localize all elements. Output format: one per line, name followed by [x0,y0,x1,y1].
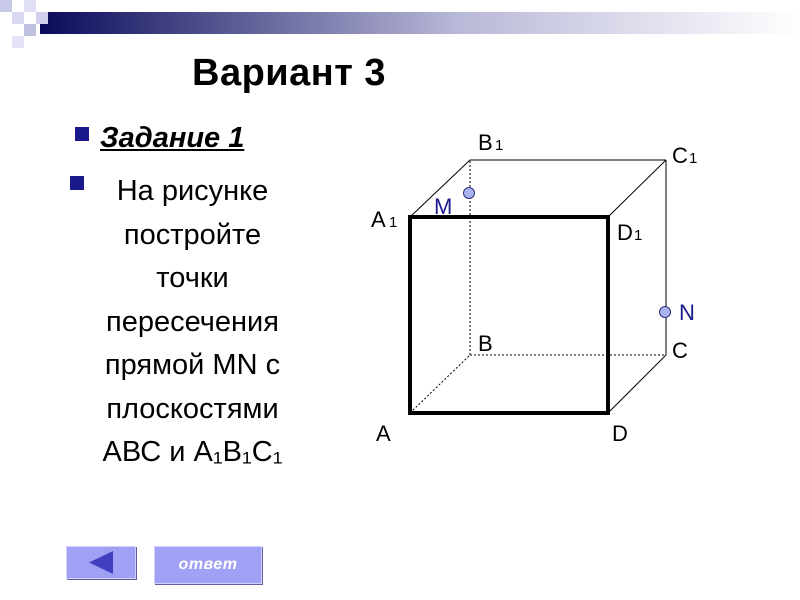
answer-button-label: ответ [178,556,238,573]
answer-button[interactable] [154,546,262,584]
point-label-M: M [434,194,453,219]
edge-DC [608,355,666,413]
vertex-label-D1: D [617,220,633,245]
task-heading: Задание 1 [100,122,245,154]
edge-AB [410,355,470,413]
back-button[interactable] [66,546,136,579]
task-text-line: прямой MN с [104,349,281,381]
task-text-line: пересечения [106,305,279,338]
back-arrow-icon [67,547,135,578]
vertex-label-B1: B [478,130,493,155]
vertex-label-D: D [612,421,628,446]
task-text-line: плоскостями [106,392,279,425]
vertex-label-B: B [478,331,493,356]
point-label-N: N [679,300,695,325]
task-text-line: постройте [123,218,262,251]
point-M [464,188,475,199]
vertex-label-A1: A [371,207,386,232]
task-text-line: На рисунке [116,175,269,207]
vertex-label-A: A [376,421,391,446]
point-N [660,307,671,318]
vertex-label-C1: C [672,143,688,168]
task-text-line: точки [156,262,229,294]
slide-title: Вариант 3 [192,52,387,94]
task-text-line: АВС и А₁В₁С₁ [102,436,283,468]
vertex-label-C: C [672,338,688,363]
edge-D1C1 [608,160,666,217]
vertex-label-A1-subscript: 1 [389,214,398,231]
vertex-label-D1-subscript: 1 [634,227,643,244]
vertex-label-B1-subscript: 1 [495,137,504,154]
vertex-label-C1-subscript: 1 [689,150,698,167]
